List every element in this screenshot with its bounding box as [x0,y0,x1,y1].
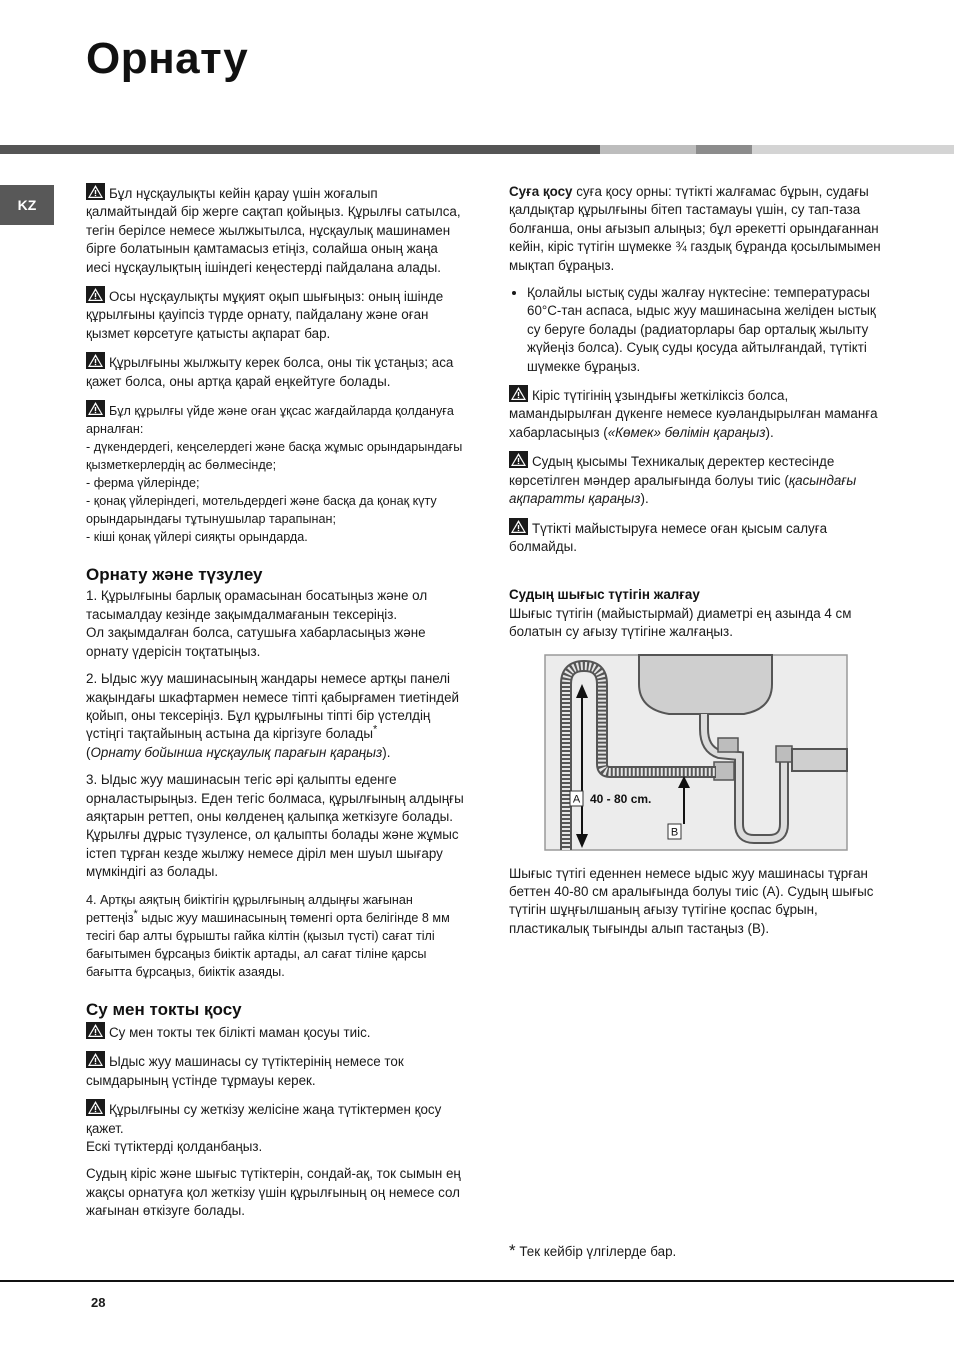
warning-icon [86,286,105,303]
diagram-label-b: B [670,826,679,839]
warning-icon [86,1099,105,1116]
install-sheet-reference: Орнату бойынша нұсқаулық парағын қараңыз [90,744,383,760]
footer-rule [0,1280,954,1282]
drain-text: Шығыс түтігін (майыстырмай) диаметрі ең азында 4 см болатын су ағызу түтігіне жалғаңыз. [509,605,852,640]
diagram-label-a: A [572,793,581,806]
footnote-star: * [509,1241,516,1260]
diagram-height-range: 40 - 80 cm. [590,791,652,806]
hose-routing-text: Судың кіріс және шығыс түтіктерін, сондай-ақ, ток сымын ең жақсы орнатуға қол жеткізу үшін құрылғының оң немесе сол жағынан өткізуге болады. [86,1166,461,1219]
warning-icon [86,1051,105,1068]
page-title: Орнату [86,34,249,83]
warning-qualified: Су мен токты тек білікті маман қосуы тиіс. [86,1022,466,1042]
usage-item: - дүкендердегі, кеңселердегі және басқа жұмыс орындарындағы қызметкерлердің ас бөлмесінде; [86,440,463,473]
drain-hose-diagram [544,654,848,851]
install-step-3: 3. Ыдыс жуу машинасын тегіс әрі қалыпты еденге орналастырыңыз. Еден тегіс болмаса, құрылғының алдыңғы аяқтарын реттеп, оны көлденең қалыпқа жеткізуге болады. Құрылғы дұрыс түзуленсе, ол қалыпты болады және жұмыс істеп тұрған кезде жылжу немесе діріл мен шуыл шығару мүмкіндігі аз болады. [86,772,464,880]
language-tab: KZ [0,185,54,225]
warning-hoses-cables: Ыдыс жуу машинасы су түтіктерінің немесе ток сымдарының үстінде тұрмауы керек. [86,1051,466,1090]
warning-keep-manual: Бұл нұсқаулықты кейін қарау үшін жоғалып қалмайтындай бір жерге сақтап қойыңыз. Құрылғы сатылса, тегін берілсе немесе жылжытылса, нұсқаулық машинамен бірге болатынын қамтамасыз етіңіз, солайша оның жаңа иесі нұсқаулықтың ішіндегі кеңестерді пайдалана алады. [86,183,466,277]
warning-read-manual: Осы нұсқаулықты мұқият оқып шығыңыз: оның ішінде құрылғыны қауіпсіз түрде орнату, пайдалану және оған қызмет көрсетуге қатысты ақпарат бар. [86,286,466,343]
install-step-4: 4. Артқы аяқтың биіктігін құрылғының алдыңғы жағынан реттеңіз* ыдыс жуу машинасының төменгі орта белігінде 8 мм тесігі бар алты бұрышты гайка кілтін (қызыл түсті) сағат тілі бағытымен бұрсаңыз биіктік артады, ал сағат тіліне қарсы бағытта бұрсаңыз, биіктік азаяды. [86,892,450,979]
warning-icon [509,518,528,535]
header-bar-mid [600,145,696,154]
left-column [86,183,466,1230]
usage-item: - ферма үйлерінде; [86,476,200,491]
warning-icon [509,385,528,402]
install-step-1: 1. Құрылғыны барлық орамасынан босатыңыз және ол тасымалдау кезінде зақымдалмағанын тексеріңіз. Ол зақымдалған болса, сатушыға хабарласыңыз және орнату үдерісін тоқтатыңыз. [86,588,428,659]
header-bar-dark [0,145,600,154]
warning-icon [86,183,105,200]
usage-item: - қонақ үйлеріндегі, мотельдердегі және басқа да қонақ күту орындарындағы тұтынушылар тарапынан; [86,494,437,527]
hot-water-list [509,284,889,376]
warning-icon [86,400,105,417]
warning-hose-length: Кіріс түтігінің ұзындығы жеткіліксіз болса, мамандырылған дүкенге немесе куәландырылған маманға хабарласыңыз («Көмек» бөлімін қараңыз). [509,385,889,442]
section-heading-connections: Су мен токты қосу [86,999,242,1019]
page-number: 28 [91,1295,106,1310]
warning-new-hoses: Құрылғыны су жеткізу желісіне жаңа түтіктермен қосу қажет. Ескі түтіктерді қолданбаңыз. [86,1099,466,1156]
right-column [509,183,889,947]
usage-item: - кіші қонақ үйлері сияқты орындарда. [86,530,308,545]
warning-icon [509,451,528,468]
warning-icon [86,1022,105,1039]
water-connection-text: Суға қосу суға қосу орны: түтікті жалғамас бұрын, судағы қалдықтар құрылғыны бітеп тастамауы үшін, су тап-таза болғанша, оны ағызып алыңыз; бұл әрекетті орындағаннан кейін, кіріс түтігін шүмекке ¾ газдық бұранда қосылымымен мықтап бұраңыз. [509,184,881,273]
usage-block [86,400,466,546]
footnote: * Тек кейбір үлгілерде бар. [509,1241,677,1260]
install-step-2: 2. Ыдыс жуу машинасының жандары немесе артқы панелі жақындағы шкафтармен немесе тіпті қабырғамен тиетіндей қойып, оны тексеріңіз. Бұл құрылғыны тіпті бір үстелдің үстіңгі тақтайының астына да кіргізуге болады* (Орнату бойынша нұсқаулық парағын қараңыз). [86,671,460,760]
warning-no-kink: Түтікті майыстыруға немесе оған қысым салуға болмайды. [509,518,889,557]
warning-water-pressure: Судың қысымы Техникалық деректер кестесінде көрсетілген мәндер аралығында болуы тиіс (қасындағы ақпаратты қараңыз). [509,451,889,508]
section-heading-installation: Орнату және түзулеу [86,565,263,585]
list-item: • Қолайлы ыстық суды жалғау нүктесіне: температурасы 60°С-тан аспаса, ыдыс жуу машинасына желіден ыстық су беруге болады (радиаторлары бар орталық жылыту жүйеңіз болса). Суық суды қосуда айтылғандай, түтікті шүмекке бұраңыз. [527,284,889,376]
header-bar-gray [696,145,752,154]
header-bar-light [752,145,954,154]
warning-move-upright: Құрылғыны жылжыту керек болса, оны тік ұстаңыз; аса қажет болса, оны артқа қарай еңкейтуге болады. [86,352,466,391]
usage-intro: Бұл құрылғы үйде және оған ұқсас жағдайларда қолдануға арналған: [86,404,454,437]
drain-heading: Судың шығыс түтігін жалғау [509,587,700,603]
drain-height-text: Шығыс түтігі еденнен немесе ыдыс жуу машинасы тұрған беттен 40-80 см аралығында болуы тиіс (А). Судың шығыс түтігін шұңғылшаның ағызу түтігіне қоспас бұрын, пластикалық тығынды алып тастаңыз (В). [509,865,874,936]
warning-icon [86,352,105,369]
